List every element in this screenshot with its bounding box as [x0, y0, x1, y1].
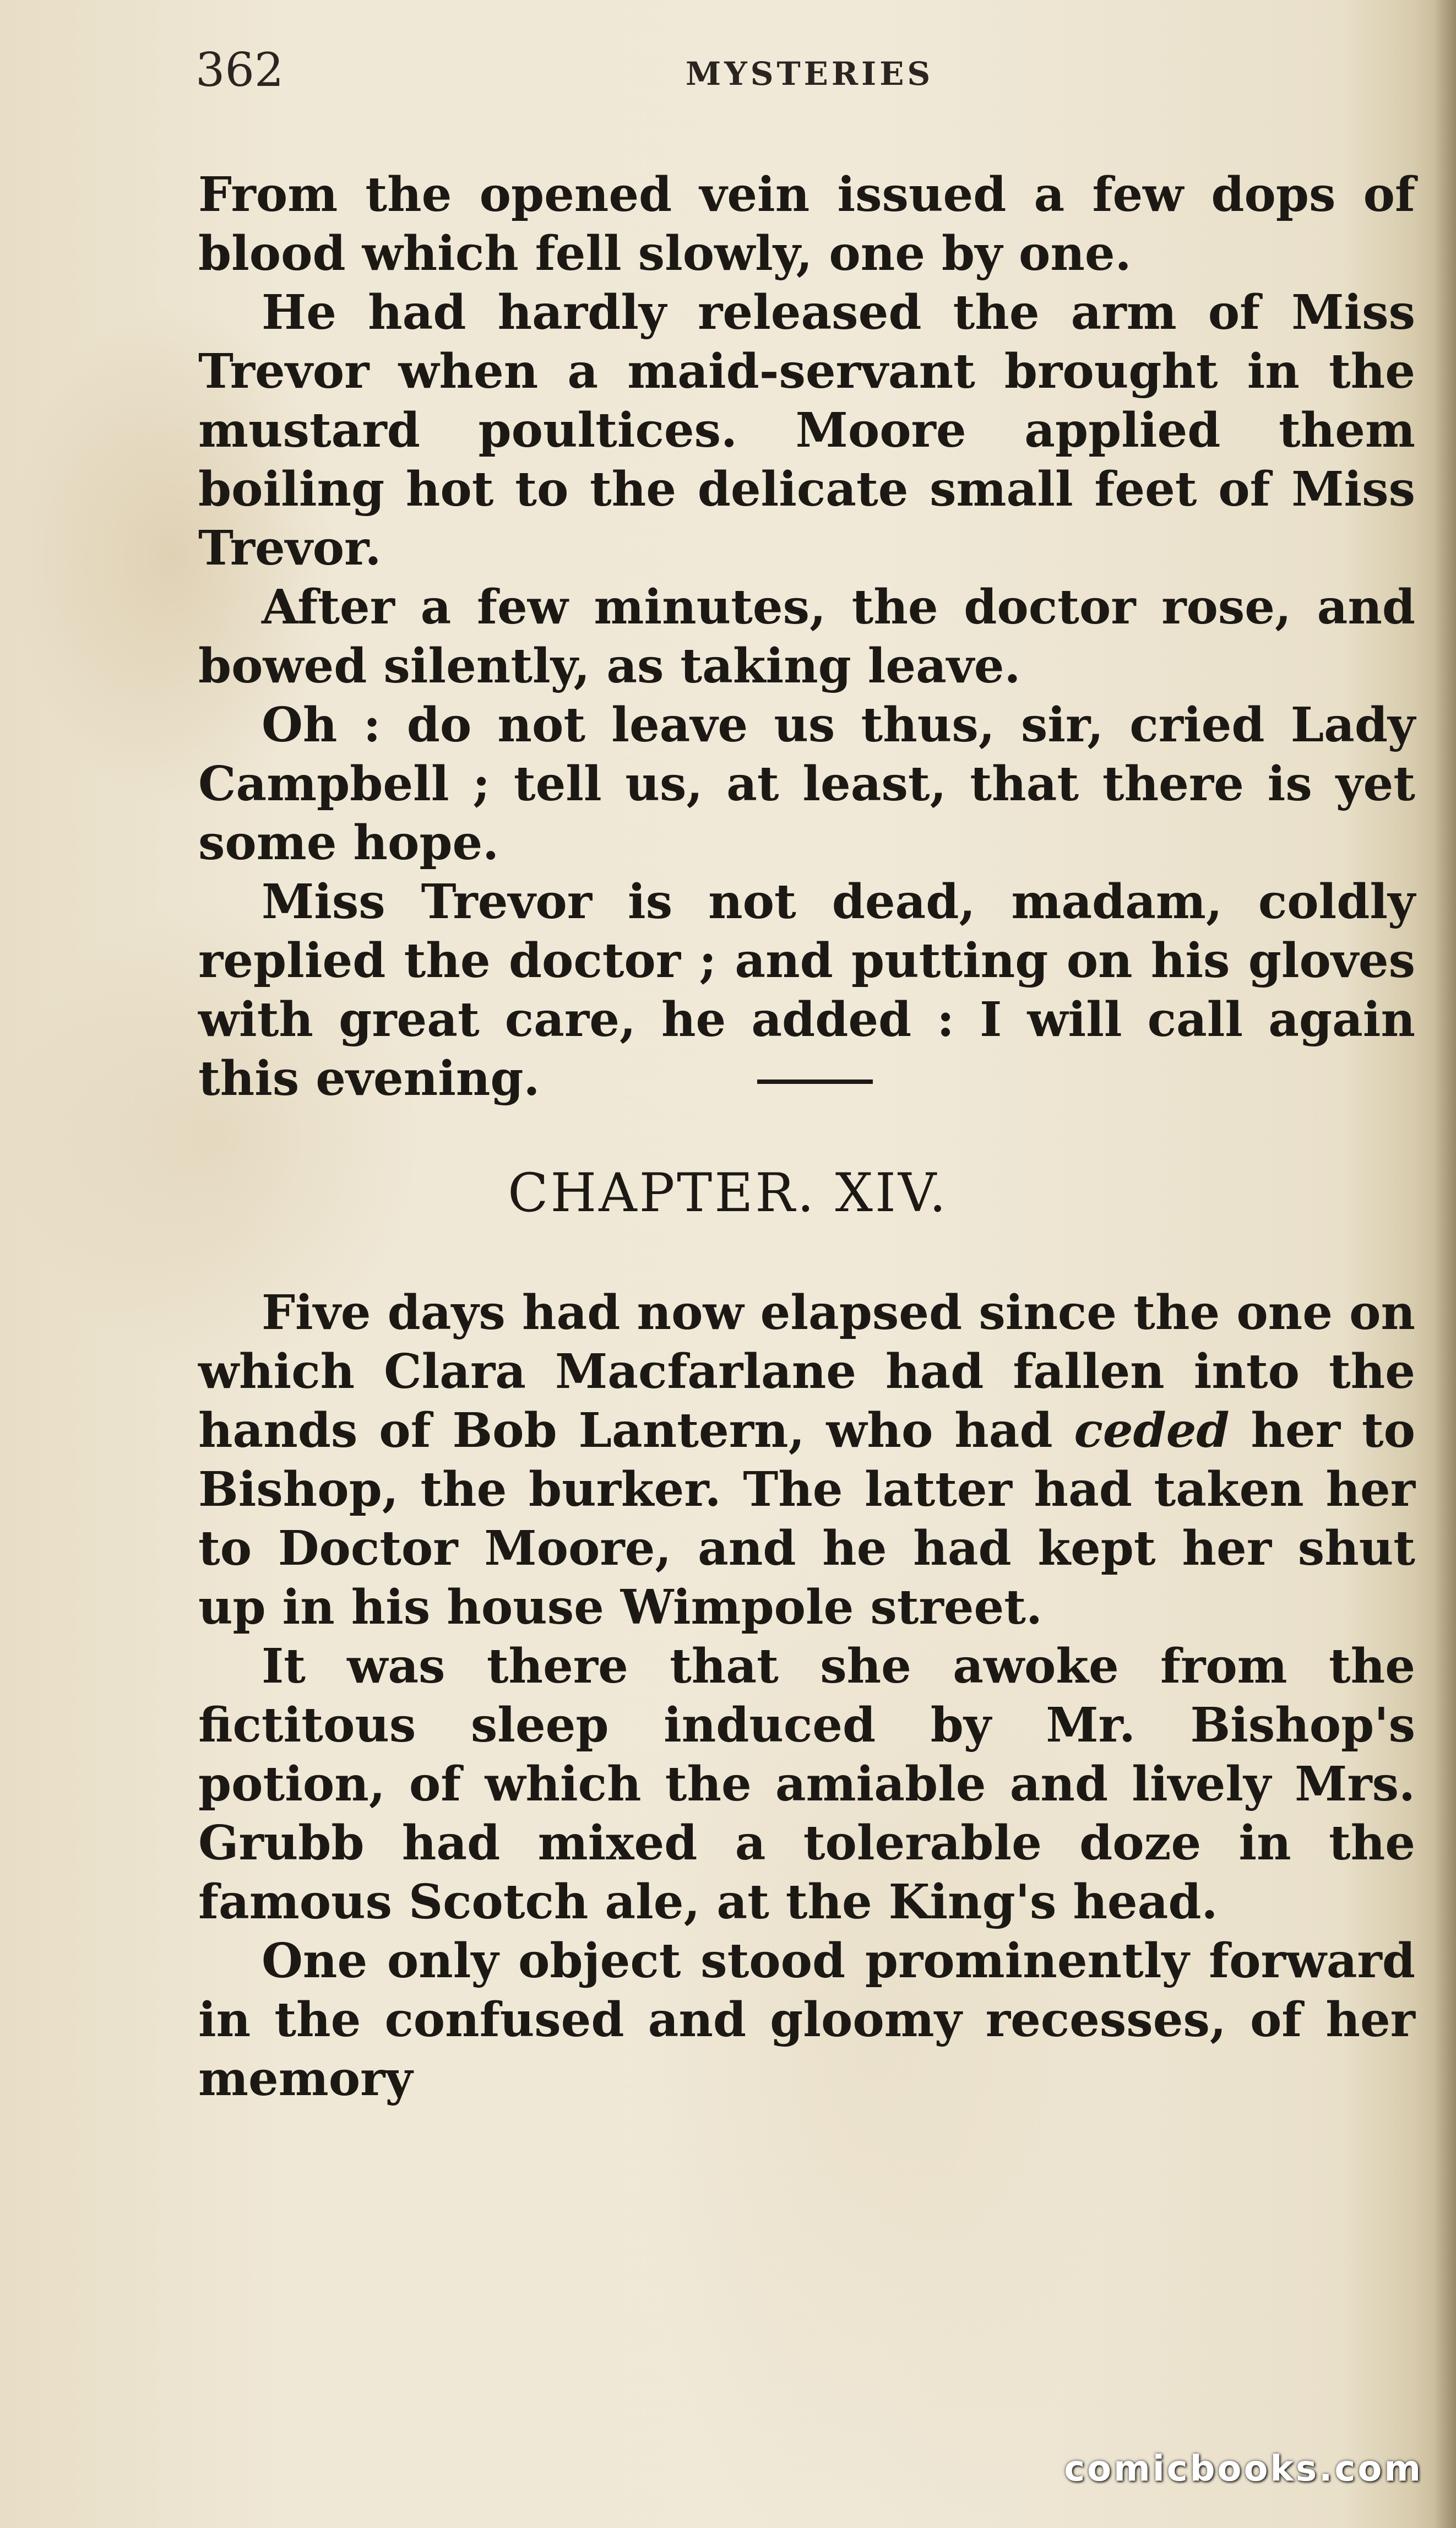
- paragraph: He had hardly released the arm of Miss Trevor when a maid-servant brought in the mustard poultices. Moore applied them boiling hot to the delicate small feet of Miss Trevor.: [198, 285, 1415, 576]
- paragraph: [198, 1283, 1415, 1637]
- text-block-top: [198, 165, 1415, 1108]
- chapter-heading: CHAPTER. XIV.: [508, 1162, 948, 1224]
- page-header: [195, 43, 934, 98]
- paragraph-text: her to Bishop, the burker. The latter had taken her to Doctor Moore, and he had kept her shut up in his house Wimpole street.: [198, 1403, 1415, 1635]
- paragraph: After a few minutes, the doctor rose, and bowed silently, as taking leave.: [198, 579, 1415, 694]
- watermark: comicbooks.com: [1064, 2449, 1423, 2489]
- text-block-bottom: [198, 1283, 1415, 2108]
- page-number: 362: [195, 43, 284, 97]
- paragraph: Miss Trevor is not dead, madam, coldly replied the doctor ; and putting on his gloves with great care, he added : I will call again this evening.: [198, 874, 1415, 1106]
- italic-word: ceded: [1074, 1403, 1230, 1458]
- paragraph: From the opened vein issued a few dops of blood which fell slowly, one by one.: [198, 167, 1415, 281]
- running-head: MYSTERIES: [686, 55, 934, 93]
- paragraph: One only object stood prominently forward in the confused and gloomy recesses, of her memory: [198, 1933, 1415, 2107]
- paragraph: Oh : do not leave us thus, sir, cried Lady Campbell ; tell us, at least, that there is yet some hope.: [198, 697, 1415, 871]
- page-edge-shadow: [1434, 0, 1456, 2528]
- section-divider: [757, 1079, 873, 1084]
- paragraph: It was there that she awoke from the fictitous sleep induced by Mr. Bishop's potion, of which the amiable and lively Mrs. Grubb had mixed a tolerable doze in the famous Scotch ale, at the King's head.: [198, 1639, 1415, 1930]
- paragraph-text: Five days had now elapsed since the one on which Clara Macfarlane had fallen into the hands of Bob Lantern, who had: [198, 1285, 1415, 1458]
